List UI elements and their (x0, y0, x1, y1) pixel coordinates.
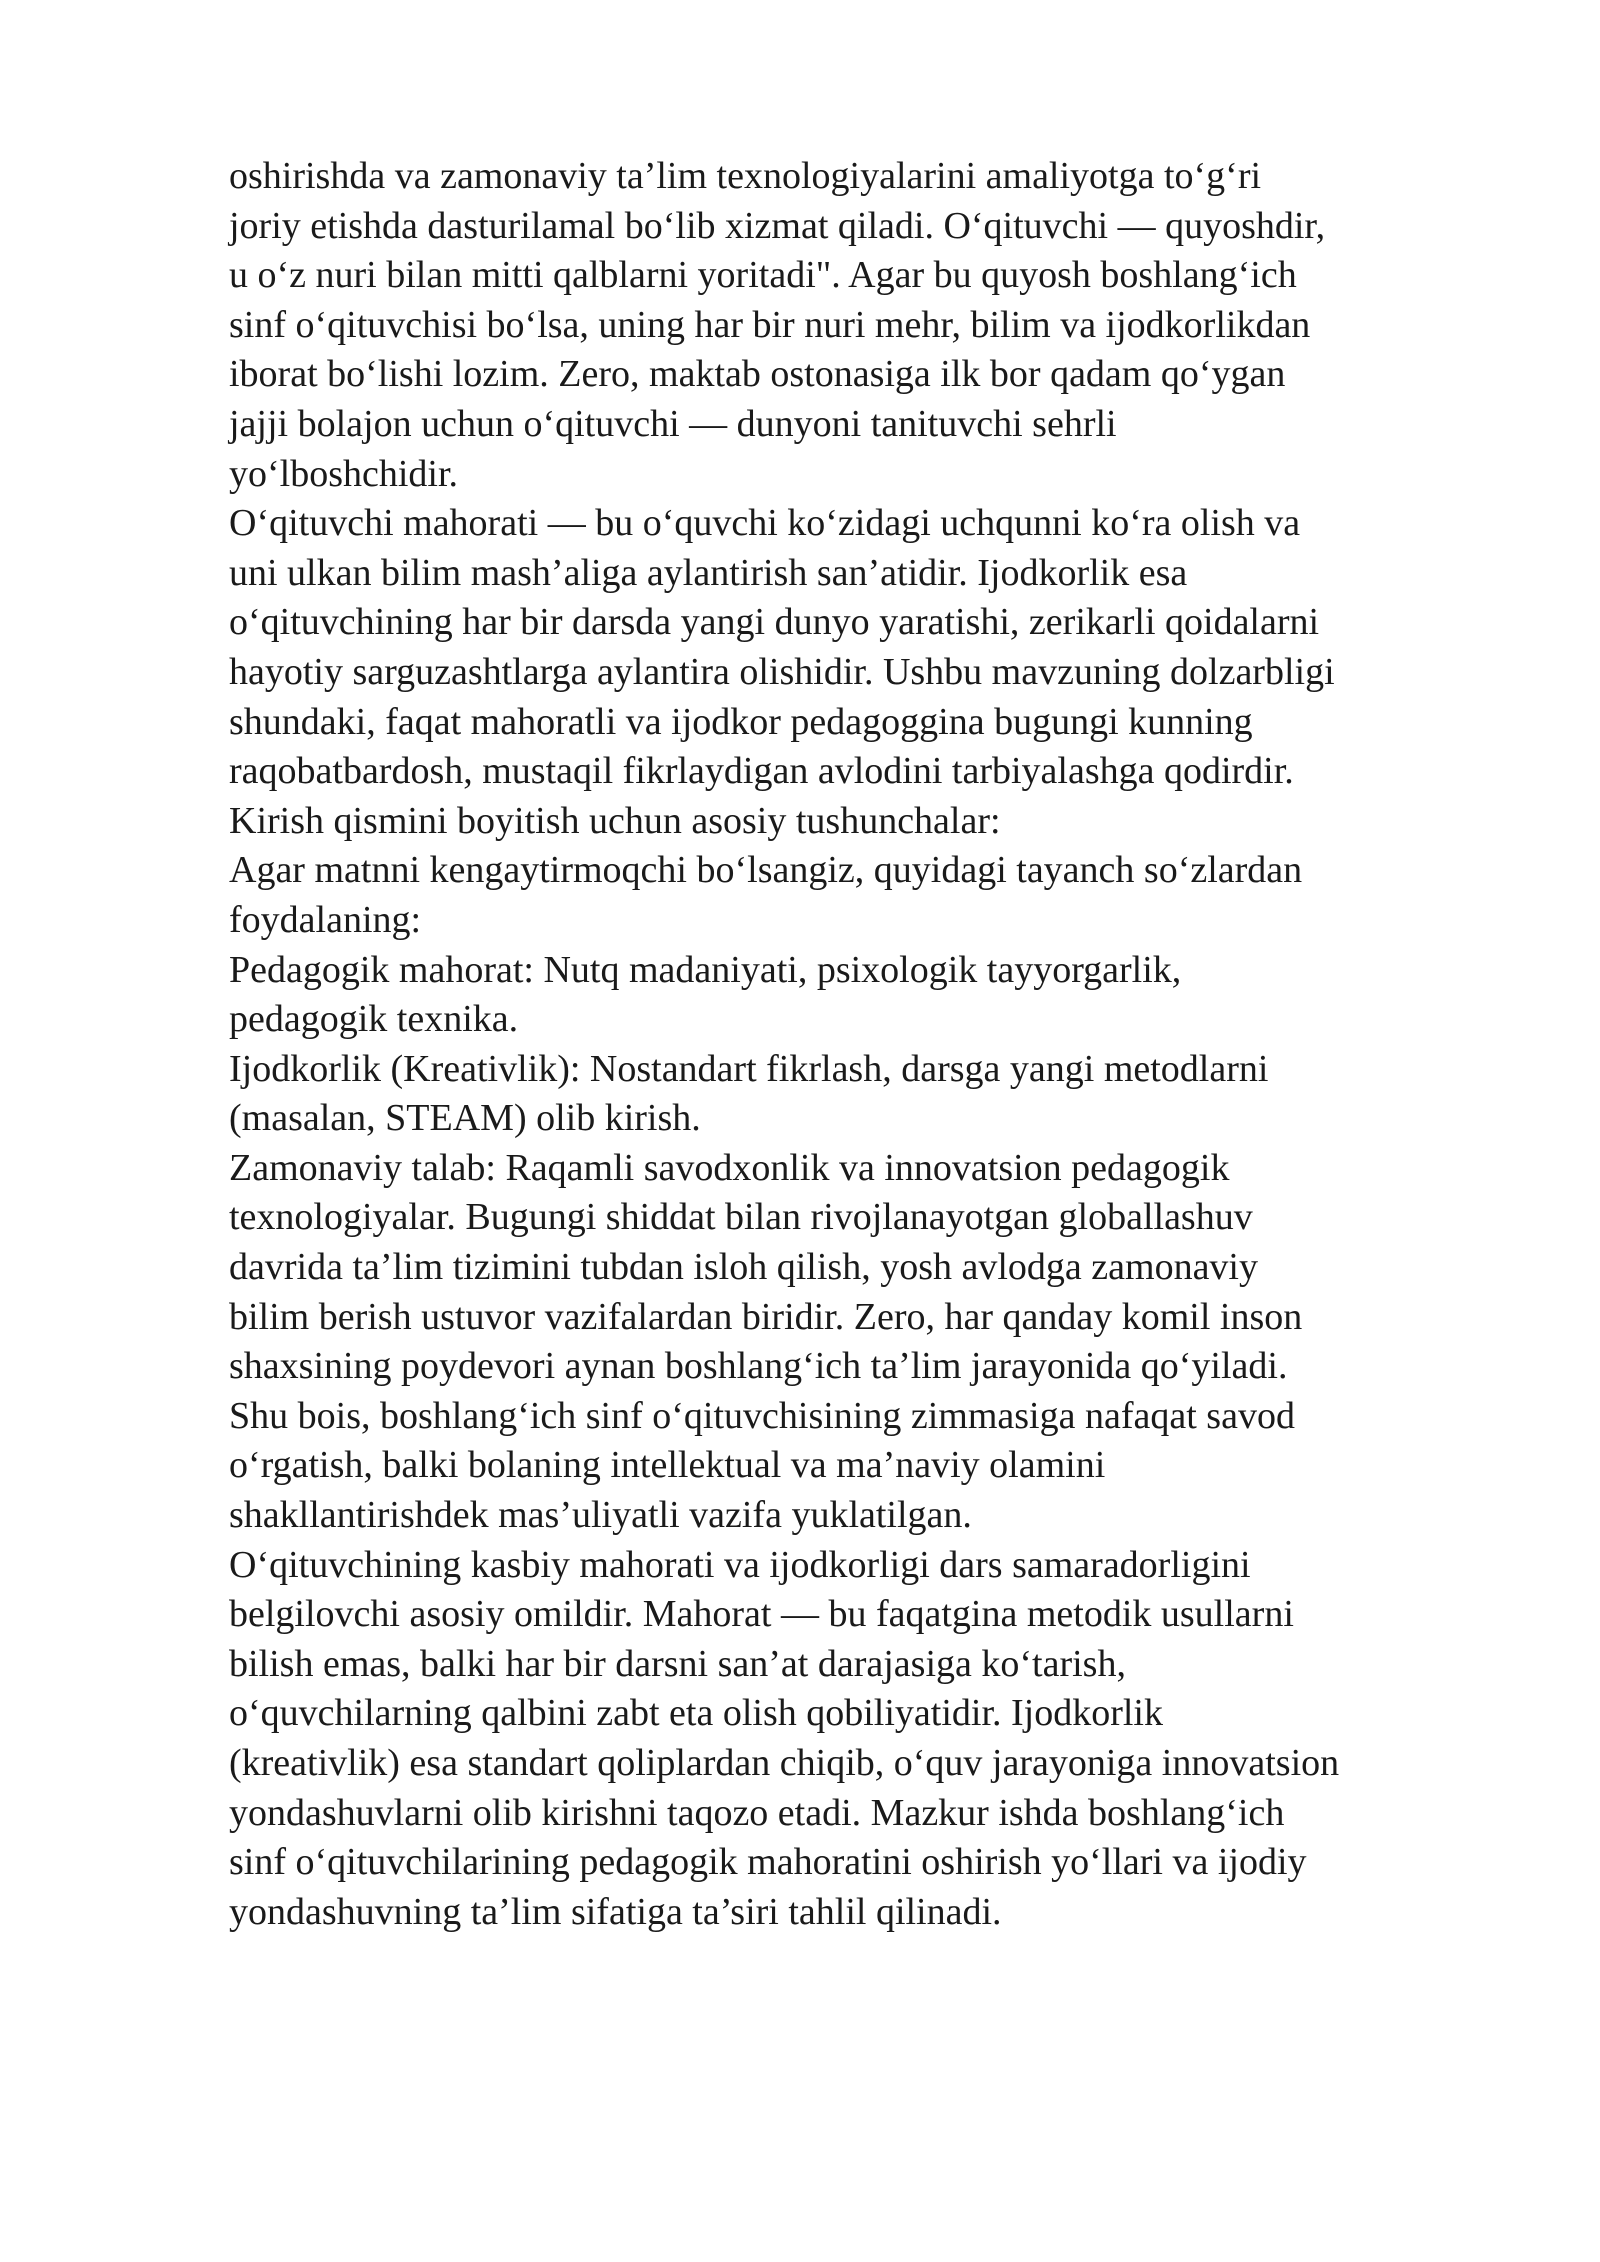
text-line: uni ulkan bilim mash’aliga aylantirish san’atidir. Ijodkorlik esa (229, 551, 1188, 594)
text-line: Zamonaviy talab: Raqamli savodxonlik va innovatsion pedagogik (229, 1146, 1230, 1189)
text-line: iborat bo‘lishi lozim. Zero, maktab ostonasiga ilk bor qadam qo‘ygan (229, 353, 1286, 396)
text-line: o‘rgatish, balki bolaning intellektual va ma’naviy olamini (229, 1444, 1106, 1487)
text-line: davrida ta’lim tizimini tubdan isloh qilish, yosh avlodga zamonaviy (229, 1246, 1258, 1289)
text-line: raqobatbardosh, mustaqil fikrlaydigan avlodini tarbiyalashga qodirdir. (229, 750, 1294, 793)
text-line: texnologiyalar. Bugungi shiddat bilan rivojlanayotgan globallashuv (229, 1196, 1253, 1239)
text-line: jajji bolajon uchun o‘qituvchi — dunyoni tanituvchi sehrli (229, 402, 1117, 445)
text-line: o‘qituvchining har bir darsda yangi dunyo yaratishi, zerikarli qoidalarni (229, 601, 1320, 644)
text-line: yo‘lboshchidir. (229, 452, 459, 495)
text-line: sinf o‘qituvchisi bo‘lsa, uning har bir nuri mehr, bilim va ijodkorlikdan (229, 303, 1311, 346)
text-line: yondashuvning ta’lim sifatiga ta’siri tahlil qilinadi. (229, 1890, 1002, 1933)
text-line: shundaki, faqat mahoratli va ijodkor pedagoggina bugungi kunning (229, 700, 1253, 743)
text-line: Ijodkorlik (Kreativlik): Nostandart fikrlash, darsga yangi metodlarni (229, 1047, 1269, 1090)
text-line: pedagogik texnika. (229, 998, 519, 1041)
text-line: Pedagogik mahorat: Nutq madaniyati, psixologik tayyorgarlik, (229, 948, 1182, 991)
text-line: O‘qituvchi mahorati — bu o‘quvchi ko‘zidagi uchqunni ko‘ra olish va (229, 502, 1301, 545)
text-line: yondashuvlarni olib kirishni taqozo etadi. Mazkur ishda boshlang‘ich (229, 1791, 1285, 1834)
text-line: sinf o‘qituvchilarining pedagogik mahoratini oshirish yo‘llari va ijodiy (229, 1841, 1307, 1884)
text-line: foydalaning: (229, 898, 422, 941)
text-line: (masalan, STEAM) olib kirish. (229, 1097, 701, 1140)
text-line: oshirishda va zamonaviy ta’lim texnologiyalarini amaliyotga to‘g‘ri (229, 155, 1262, 197)
text-line: O‘qituvchining kasbiy mahorati va ijodkorligi dars samaradorligini (229, 1543, 1251, 1586)
text-line: joriy etishda dasturilamal bo‘lib xizmat qiladi. O‘qituvchi — quyoshdir, (229, 204, 1326, 247)
text-line: hayotiy sarguzashtlarga aylantira olishidir. Ushbu mavzuning dolzarbligi (229, 650, 1335, 693)
text-line: o‘quvchilarning qalbini zabt eta olish qobiliyatidir. Ijodkorlik (229, 1692, 1163, 1735)
text-line: shakllantirishdek mas’uliyatli vazifa yuklatilgan. (229, 1494, 972, 1537)
text-line: belgilovchi asosiy omildir. Mahorat — bu faqatgina metodik usullarni (229, 1593, 1294, 1636)
text-line: Shu bois, boshlang‘ich sinf o‘qituvchisining zimmasiga nafaqat savod (229, 1394, 1295, 1437)
text-line: bilim berish ustuvor vazifalardan biridir. Zero, har qanday komil inson (229, 1295, 1303, 1338)
text-line: Kirish qismini boyitish uchun asosiy tushunchalar: (229, 799, 1001, 842)
text-line: Agar matnni kengaytirmoqchi bo‘lsangiz, quyidagi tayanch so‘zlardan (229, 849, 1303, 892)
text-line: (kreativlik) esa standart qoliplardan chiqib, o‘quv jarayoniga innovatsion (229, 1742, 1340, 1784)
body-text (229, 152, 1519, 1937)
text-line: shaxsining poydevori aynan boshlang‘ich ta’lim jarayonida qo‘yiladi. (229, 1345, 1288, 1388)
text-line: bilish emas, balki har bir darsni san’at darajasiga ko‘tarish, (229, 1642, 1126, 1685)
text-line: u o‘z nuri bilan mitti qalblarni yoritadi". Agar bu quyosh boshlang‘ich (229, 254, 1297, 297)
